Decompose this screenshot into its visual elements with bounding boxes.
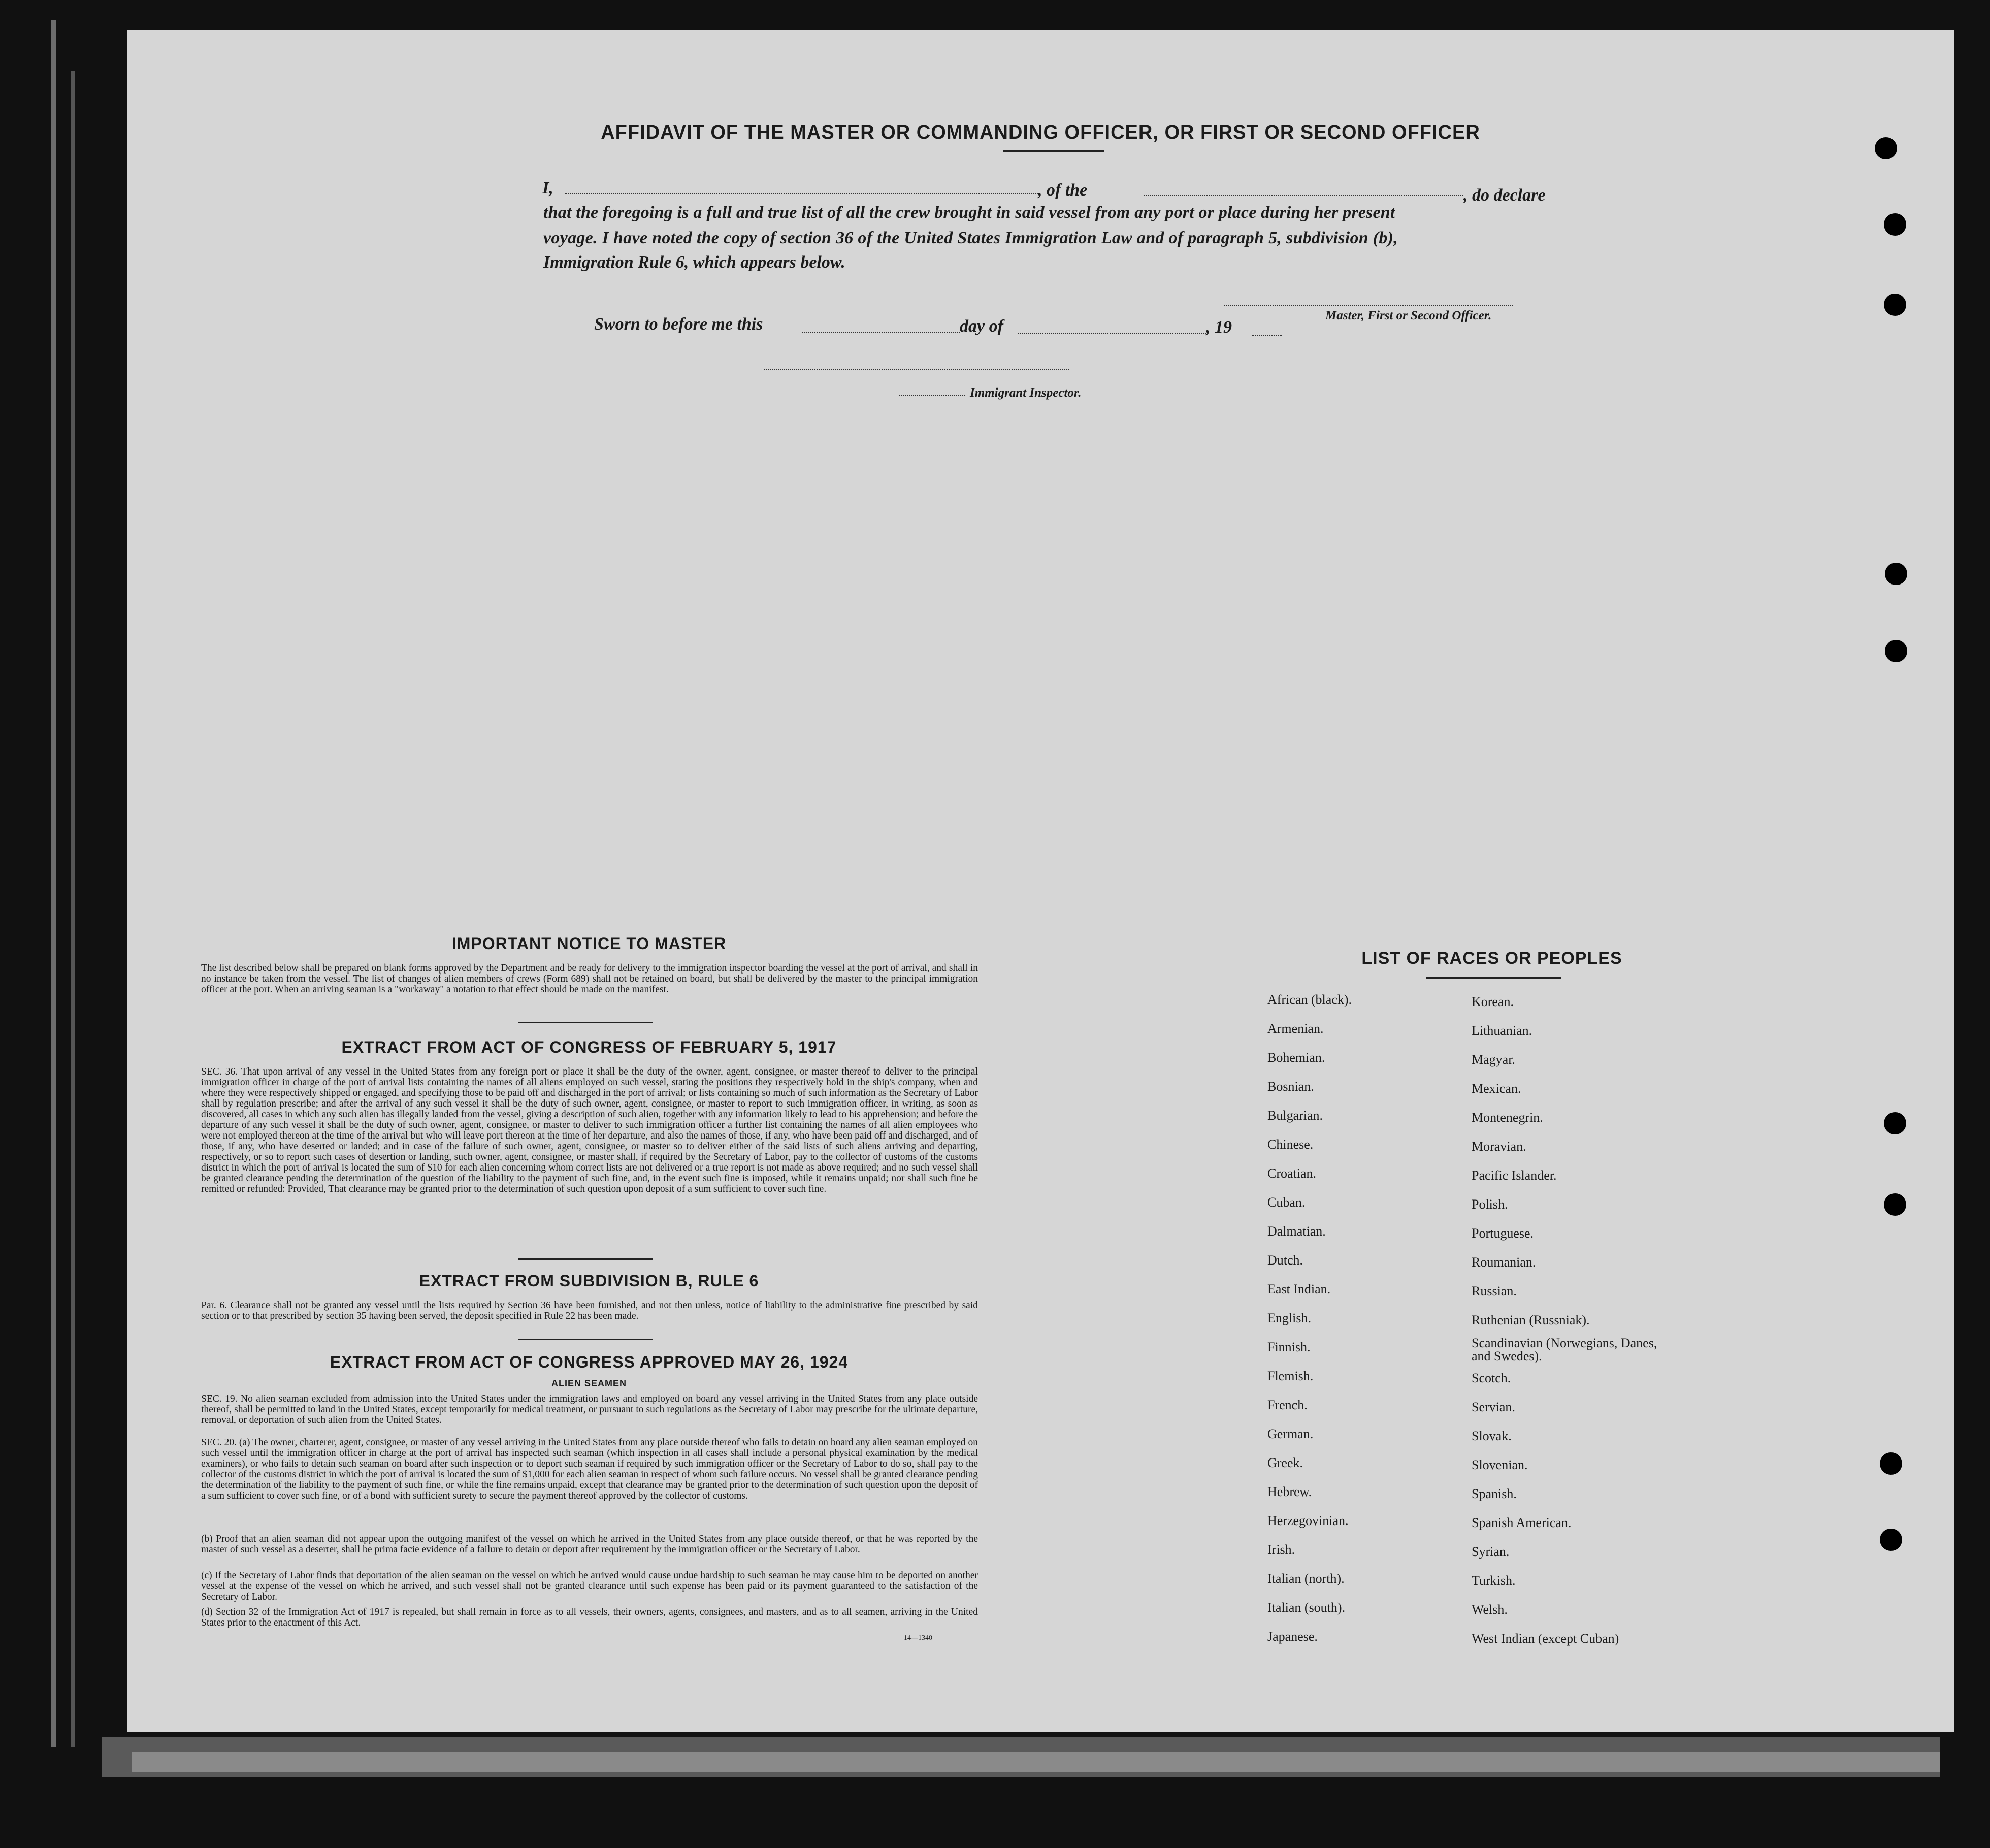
race-item: Finnish.	[1267, 1340, 1311, 1354]
race-item: Magyar.	[1472, 1052, 1515, 1067]
race-item: Ruthenian (Russniak).	[1472, 1313, 1590, 1327]
affidavit-title: AFFIDAVIT OF THE MASTER OR COMMANDING OFFICER, OR FIRST OR SECOND OFFICER	[601, 122, 1480, 143]
race-item: Slovenian.	[1472, 1457, 1528, 1472]
section-rule	[518, 1022, 653, 1023]
race-item: Dutch.	[1267, 1253, 1303, 1268]
master-label: Master, First or Second Officer.	[1325, 309, 1492, 322]
race-item: Greek.	[1267, 1455, 1303, 1470]
race-item: Bosnian.	[1267, 1079, 1314, 1094]
affidavit-declare: , do declare	[1463, 186, 1546, 205]
name-blank	[565, 193, 1038, 194]
sworn-label: Sworn to before me this	[594, 315, 763, 334]
punch-hole	[1884, 294, 1906, 316]
punch-hole	[1884, 213, 1906, 236]
extract-1924-sec20c: (c) If the Secretary of Labor finds that deportation of the alien seaman on the vessel on which he arrived would cause undue hardship to such seaman he may cause him to be deported on another vessel at the expense of the vessel on which he arrived, and such vessel shall not be granted clearance until such expense has been paid or its payment guaranteed to the satisfaction of the Secretary of Labor.	[201, 1570, 978, 1602]
notice-body: The list described below shall be prepared on blank forms approved by the Department and be ready for delivery to the immigration inspector boarding the vessel at the port of arrival, and shall in no instance be taken from the vessel. The list of changes of alien members of crews (Form 689) shall not be retained on board, but shall be delivered by the master to the principal immigration officer at the port. When an arriving seaman is a "workaway" a notation to that effect should be made on the manifest.	[201, 963, 978, 995]
race-item: Bulgarian.	[1267, 1108, 1323, 1123]
race-item: Welsh.	[1472, 1602, 1508, 1617]
race-item: Irish.	[1267, 1542, 1295, 1557]
punch-hole	[1884, 1112, 1906, 1134]
extract-1917-title: EXTRACT FROM ACT OF CONGRESS OF FEBRUARY 5, 1917	[341, 1038, 837, 1056]
race-item: Lithuanian.	[1472, 1023, 1532, 1038]
race-item: English.	[1267, 1311, 1311, 1325]
race-item: Syrian.	[1472, 1544, 1510, 1559]
race-item: Italian (north).	[1267, 1571, 1345, 1586]
race-item: Armenian.	[1267, 1021, 1324, 1036]
extract-1917-body: SEC. 36. That upon arrival of any vessel in the United States from any foreign port or place it shall be the duty of the owner, agent, consignee, or master thereof to deliver to the principal immigration officer in charge of the port of arrival lists containing the names of all aliens employed on such vessel, stating the positions they respectively hold in the ship's company, when and where they were respectively shipped or engaged, and specifying those to be paid off and discharged in the port of arrival; or lists containing so much of such information as the Secretary of Labor shall by regulation prescribe; and after the arrival of any such vessel it shall be the duty of such owner, agent, consignee, or master to report to such immigration officer, in writing, as soon as discovered, all cases in which any such alien has illegally landed from the vessel, giving a description of such alien, together with any information likely to lead to his apprehension; and before the departure of any such vessel it shall be the duty of such owner, agent, consignee, or master to deliver to such immigration officer a further list containing the names of all alien employees who were not employed thereon at the time of the arrival but who will leave port thereon at the time of her departure, and also the names of those, if any, who have been paid off and discharged, and of those, if any, who have deserted or landed; and in case of the failure of such owner, agent, consignee, or master so to deliver either of the said lists of such aliens arriving and departing, respectively, or so to report such cases of desertion or landing, such owner, agent, consignee, or master shall, if required by the Secretary of Labor, pay to the collector of customs of the customs district in which the port of arrival is located the sum of $10 for each alien concerning whom correct lists are not delivered or a true report is not made as above required; and no such vessel shall be granted clearance pending the determination of the question of the liability to the payment of such fine, and, in the event such fine is imposed, while it remains unpaid; nor shall such fine be remitted or refunded: Provided, That clearance may be granted prior to the determination of such question upon deposit of a sum sufficient to cover such fine.	[201, 1066, 978, 1194]
sworn-day-blank	[802, 332, 960, 333]
vessel-blank	[1144, 195, 1463, 196]
punch-hole	[1884, 1193, 1906, 1216]
notice-title: IMPORTANT NOTICE TO MASTER	[451, 934, 727, 953]
race-item: Russian.	[1472, 1284, 1517, 1299]
affidavit-of-the: , of the	[1038, 181, 1088, 200]
punch-hole	[1880, 1452, 1902, 1475]
affidavit-line-3: voyage. I have noted the copy of section 36 of the United States Immigration Law and of paragraph 5, subdivision (b),	[543, 229, 1398, 247]
inspector-label: Immigrant Inspector.	[970, 386, 1082, 400]
race-item: Italian (south).	[1267, 1600, 1346, 1615]
race-item: French.	[1267, 1398, 1308, 1412]
extract-1924-sec20b: (b) Proof that an alien seaman did not appear upon the outgoing manifest of the vessel on which he arrived in the United States from any place outside thereof, or that he was reported by the master of such vessel as a deserter, shall be prima facie evidence of a failure to detain or deport after requirement by the immigration officer or the Secretary of Labor.	[201, 1534, 978, 1555]
page-stack-edge	[132, 1752, 1940, 1772]
races-underline	[1426, 977, 1561, 979]
sworn-day-of: day of	[960, 317, 1003, 336]
sworn-year-blank	[1252, 335, 1282, 336]
races-right-column	[1472, 987, 1756, 1653]
sworn-month-blank	[1018, 333, 1206, 334]
race-item: Cuban.	[1267, 1195, 1306, 1210]
punch-hole	[1880, 1529, 1902, 1551]
race-item: Slovak.	[1472, 1429, 1512, 1443]
race-item: Pacific Islander.	[1472, 1168, 1557, 1183]
title-underline	[1003, 150, 1104, 152]
race-item: Scandinavian (Norwegians, Danes, and Swedes).	[1472, 1336, 1657, 1364]
affidavit-i: I,	[542, 179, 553, 198]
race-item: Korean.	[1472, 994, 1514, 1009]
race-item: West Indian (except Cuban)	[1472, 1631, 1619, 1646]
extract-rule6-title: EXTRACT FROM SUBDIVISION B, RULE 6	[419, 1272, 759, 1290]
race-item: Hebrew.	[1267, 1484, 1312, 1499]
race-item: Japanese.	[1267, 1629, 1318, 1644]
page-stack-edge	[71, 71, 75, 1747]
extract-1924-subtitle: ALIEN SEAMEN	[551, 1378, 627, 1388]
affidavit-line-4: Immigration Rule 6, which appears below.	[543, 253, 845, 272]
races-left-column	[1267, 985, 1471, 1651]
inspector-signature-line	[764, 369, 1069, 370]
section-rule	[518, 1258, 653, 1260]
race-item: Herzegovinian.	[1267, 1513, 1349, 1528]
race-item: Portuguese.	[1472, 1226, 1534, 1241]
race-item: Croatian.	[1267, 1166, 1317, 1181]
extract-1924-sec19: SEC. 19. No alien seaman excluded from admission into the United States under the immigration laws and employed on board any vessel arriving in the United States from any place outside thereof, shall be permitted to land in the United States, except temporarily for medical treatment, or pursuant to such regulations as the Secretary of Labor may prescribe for the ultimate departure, removal, or deportation of such alien from the United States.	[201, 1393, 978, 1425]
race-item: Spanish.	[1472, 1486, 1517, 1501]
race-item: Bohemian.	[1267, 1050, 1325, 1065]
extract-1924-title: EXTRACT FROM ACT OF CONGRESS APPROVED MAY 26, 1924	[330, 1353, 849, 1371]
race-item: African (black).	[1267, 992, 1352, 1007]
race-item: Servian.	[1472, 1400, 1515, 1414]
extract-1924-sec20d: (d) Section 32 of the Immigration Act of 1917 is repealed, but shall remain in force as to all vessels, their owners, agents, consignees, and masters, and as to all seamen, arriving in the United States prior to the enactment of this Act.	[201, 1607, 978, 1628]
races-title: LIST OF RACES OR PEOPLES	[1361, 949, 1622, 968]
race-item: East Indian.	[1267, 1282, 1331, 1296]
race-item: Flemish.	[1267, 1369, 1314, 1383]
inspector-prefix-line	[899, 395, 965, 396]
race-item: Polish.	[1472, 1197, 1508, 1212]
affidavit-line-2: that the foregoing is a full and true list of all the crew brought in said vessel from any port or place during her present	[543, 203, 1395, 222]
extract-rule6-body: Par. 6. Clearance shall not be granted any vessel until the lists required by Section 36 have been furnished, and not then unless, notice of liability to the administrative fine prescribed by said section or to that prescribed by section 35 having been served, the deposit specified in Rule 22 has been made.	[201, 1300, 978, 1321]
master-signature-line	[1224, 305, 1513, 306]
form-number: 14—1340	[904, 1634, 932, 1642]
race-item: Montenegrin.	[1472, 1110, 1543, 1125]
race-item: Dalmatian.	[1267, 1224, 1326, 1239]
section-rule	[518, 1339, 653, 1340]
sworn-year-prefix: , 19	[1206, 318, 1232, 337]
punch-hole	[1885, 640, 1907, 662]
page-stack-edge	[51, 20, 56, 1747]
race-item: Roumanian.	[1472, 1255, 1536, 1270]
race-item: Scotch.	[1472, 1371, 1511, 1385]
race-item: Moravian.	[1472, 1139, 1526, 1154]
race-item: Chinese.	[1267, 1137, 1314, 1152]
form-page	[127, 30, 1954, 1732]
race-item: Spanish American.	[1472, 1515, 1572, 1530]
punch-hole	[1885, 563, 1907, 585]
extract-1924-sec20a: SEC. 20. (a) The owner, charterer, agent, consignee, or master of any vessel arriving in the United States from any place outside thereof who fails to detain on board any alien seaman employed on such vessel until the immigration officer in charge at the port of arrival has inspected such seaman (which inspection in all cases shall include a personal physical examination by the medical examiners), or who fails to detain such seaman on board after such inspection or to deport such seaman if required by such immigration officer or the Secretary of Labor to do so, shall pay to the collector of the customs district in which the port of arrival is located the sum of $1,000 for each alien seaman in respect of whom such failure occurs. No vessel shall be granted clearance pending the determination of the liability to the payment of such fine, or while the fine remains unpaid, except that clearance may be granted prior to the determination of such question upon the deposit of a sum sufficient to cover such fine, or of a bond with sufficient surety to secure the payment thereof approved by the collector of customs.	[201, 1437, 978, 1501]
race-item: Turkish.	[1472, 1573, 1516, 1588]
race-item: Mexican.	[1472, 1081, 1521, 1096]
race-item: German.	[1267, 1426, 1314, 1441]
